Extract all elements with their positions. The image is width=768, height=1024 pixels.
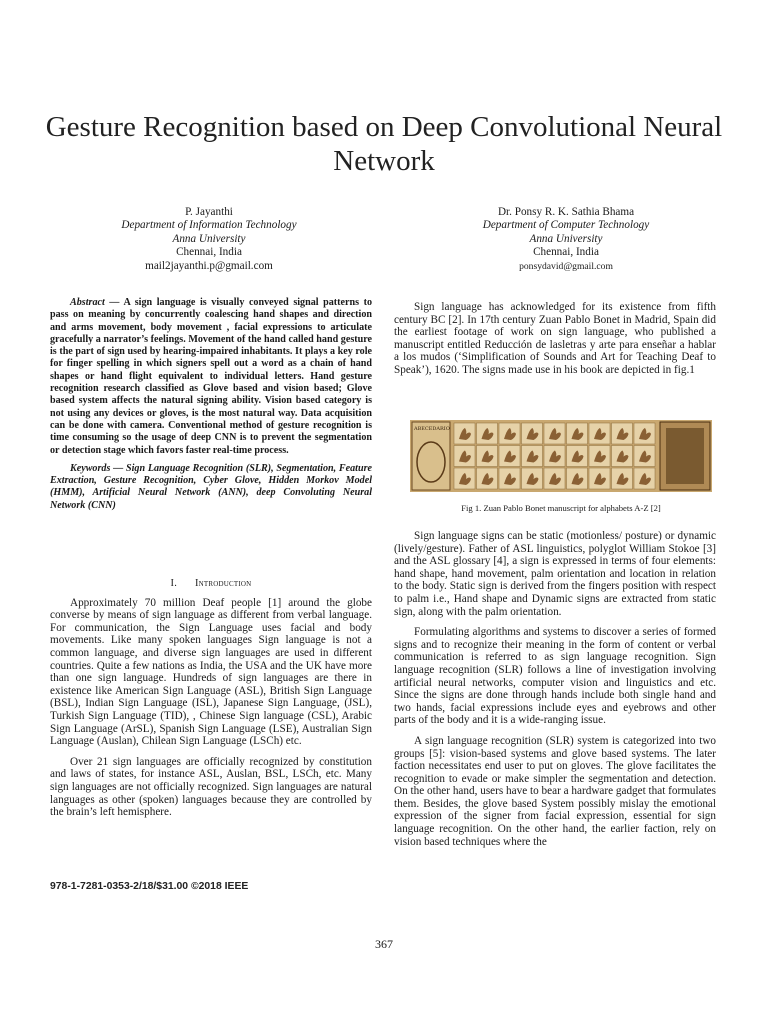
section-number: I. — [170, 578, 178, 589]
intro-paragraph-1: Approximately 70 million Deaf people [1] around the globe converse by means of sign language as different from verbal language. For communication, the Sign Language uses facial and body movements. Like many spoken languages Sign language is not a common language, and diverse sign languages are used in different countries. Quite a few nations as India, the USA and the UK have more than one sign language. Hundreds of sign languages are there in existence like American Sign Language (ASL), British Sign Language (BSL), Indian Sign Language (ISL), Japanese Sign Language, (JSL), Turkish Sign Language (TID), , Chinese Sign language (CSL), Arabic Sign Language (ArSL), Spanish Sign Language (LSE), Australian Sign Language (Auslan), Chilean Sign Language (LSCh) etc. — [50, 596, 372, 748]
figure-label: ABECEDARIO — [414, 426, 450, 432]
copyright-notice: 978-1-7281-0353-2/18/$31.00 ©2018 IEEE — [50, 881, 249, 892]
author-department: Department of Computer Technology — [482, 219, 650, 232]
paper-title: Gesture Recognition based on Deep Convolutional Neural Network — [45, 111, 723, 177]
author-city: Chennai, India — [533, 246, 599, 259]
keywords-lead: Keywords — — [70, 462, 124, 474]
left-column — [50, 297, 372, 512]
keywords-text: Sign Language Recognition (SLR), Segmentation, Feature Extraction, Gesture Recognition, Cyber Glove, Hidden Morkov Model (HMM), Artificial Neural Network (ANN), deep Convoluting Neural Network (CNN) — [50, 462, 372, 511]
figure-side-illustration — [666, 428, 704, 484]
figure-caption: Fig 1. Zuan Pablo Bonet manuscript for alphabets A-Z [2] — [461, 503, 661, 513]
author-block-1 — [84, 206, 334, 273]
section-title: Introduction — [195, 578, 252, 589]
body-paragraph-1: Sign language signs can be static (motionless/ posture) or dynamic (lively/gesture). Father of ASL linguistics, polyglot William Stokoe [3] and the ASL glossary [4], a sign is expressed in terms of four elements: hand shape, hand movement, palm orientation and location in relation to the body. Static sign is derived from the fingers position with respect to palm i.e., Hand shape and Dynamic signs are extracted from static sign, along with the palm orientation. — [394, 530, 716, 618]
author-name: P. Jayanthi — [185, 206, 233, 218]
manuscript-figure — [410, 420, 712, 492]
section-heading — [50, 578, 372, 591]
author-email: ponsydavid@gmail.com — [519, 260, 613, 272]
author-email: mail2jayanthi.p@gmail.com — [145, 259, 273, 272]
right-column-bottom — [394, 530, 716, 848]
introduction-section — [50, 578, 372, 819]
author-block-2 — [434, 206, 698, 273]
right-column-top — [394, 301, 716, 377]
body-paragraph-2: Formulating algorithms and systems to discover a series of formed signs and to recognize their meaning in the form of content or verbal communication is referred to as sign language recognition. Sign language recognition (SLR) follows a line of investigation involving artificial neural networks, computer vision and linguistics and etc. Since the signs are done through hands include both single hand and two hands, facial expressions include eyes and eyebrows and other parts of the body and it is a wide-ranging issue. — [394, 626, 716, 727]
page-number: 367 — [375, 937, 393, 951]
author-city: Chennai, India — [176, 246, 242, 259]
abstract — [50, 297, 372, 457]
author-university: Anna University — [529, 232, 603, 245]
body-paragraph-3: A sign language recognition (SLR) system is categorized into two groups [5]: vision-based systems and glove based systems. The later faction necessitates end user to put on gloves. The glove facilitates the recognition to evade or make simpler the segmentation and detection. On the other hand, users have to bear a hardware gadget that formulates them. Besides, the glove based System possibly mislay the emotional expression of the signer from facial expression, essential for sign language recognition. On the other hand, the earlier faction, rely on vision based techniques where the — [394, 734, 716, 848]
abstract-text: A sign language is visually conveyed signal patterns to pass on meaning by concurrently coalescing hand shapes and direction and arms movement, body movement , facial expressions to articulate gracefully a narrator’s feelings. Movement of the hand called hand gesture is the part of sign used by hearing-impaired inhabitants. It plays a key role for finger spelling in which signers spell out a word as a chain of hand shapes or hand flight equivalent to individual letters. Hand gesture recognition research classified as Glove based and vision based; Glove based system affects the natural signing ability. Vision based category is not using any devices or gloves, is the most natural way. Data acquisition can be done with camera. Conventional method of gesture recognition is time consuming so the usage of deep CNN is to prevent the segmentation or detection stage which favors faster real-time process. — [50, 297, 372, 456]
abstract-lead: Abstract — — [70, 297, 120, 308]
history-paragraph: Sign language has acknowledged for its existence from fifth century BC [2]. In 17th century Zuan Pablo Bonet in Madrid, Spain did the earliest footage of work on sign language, who published a manuscript entitled Reducción de lasletras y arte para enseñar a hablar a los mudos (‘Simplification of Sounds and Art for Teaching Deaf to Speak’), 1620. The signs made use in his book are depicted in fig.1 — [394, 301, 716, 376]
figure-hand-grid — [454, 423, 655, 489]
author-department: Department of Information Technology — [121, 219, 297, 232]
author-name: Dr. Ponsy R. K. Sathia Bhama — [497, 206, 635, 218]
author-university: Anna University — [172, 232, 246, 245]
keywords — [50, 463, 372, 512]
intro-paragraph-2: Over 21 sign languages are officially recognized by constitution and laws of states, for instance ASL, Auslan, BSL, LSCh, etc. Many sign languages are not officially recognized. Sign languages are natural languages as other (spoken) languages because they are controlled by the brain’s left hemisphere. — [50, 755, 372, 819]
